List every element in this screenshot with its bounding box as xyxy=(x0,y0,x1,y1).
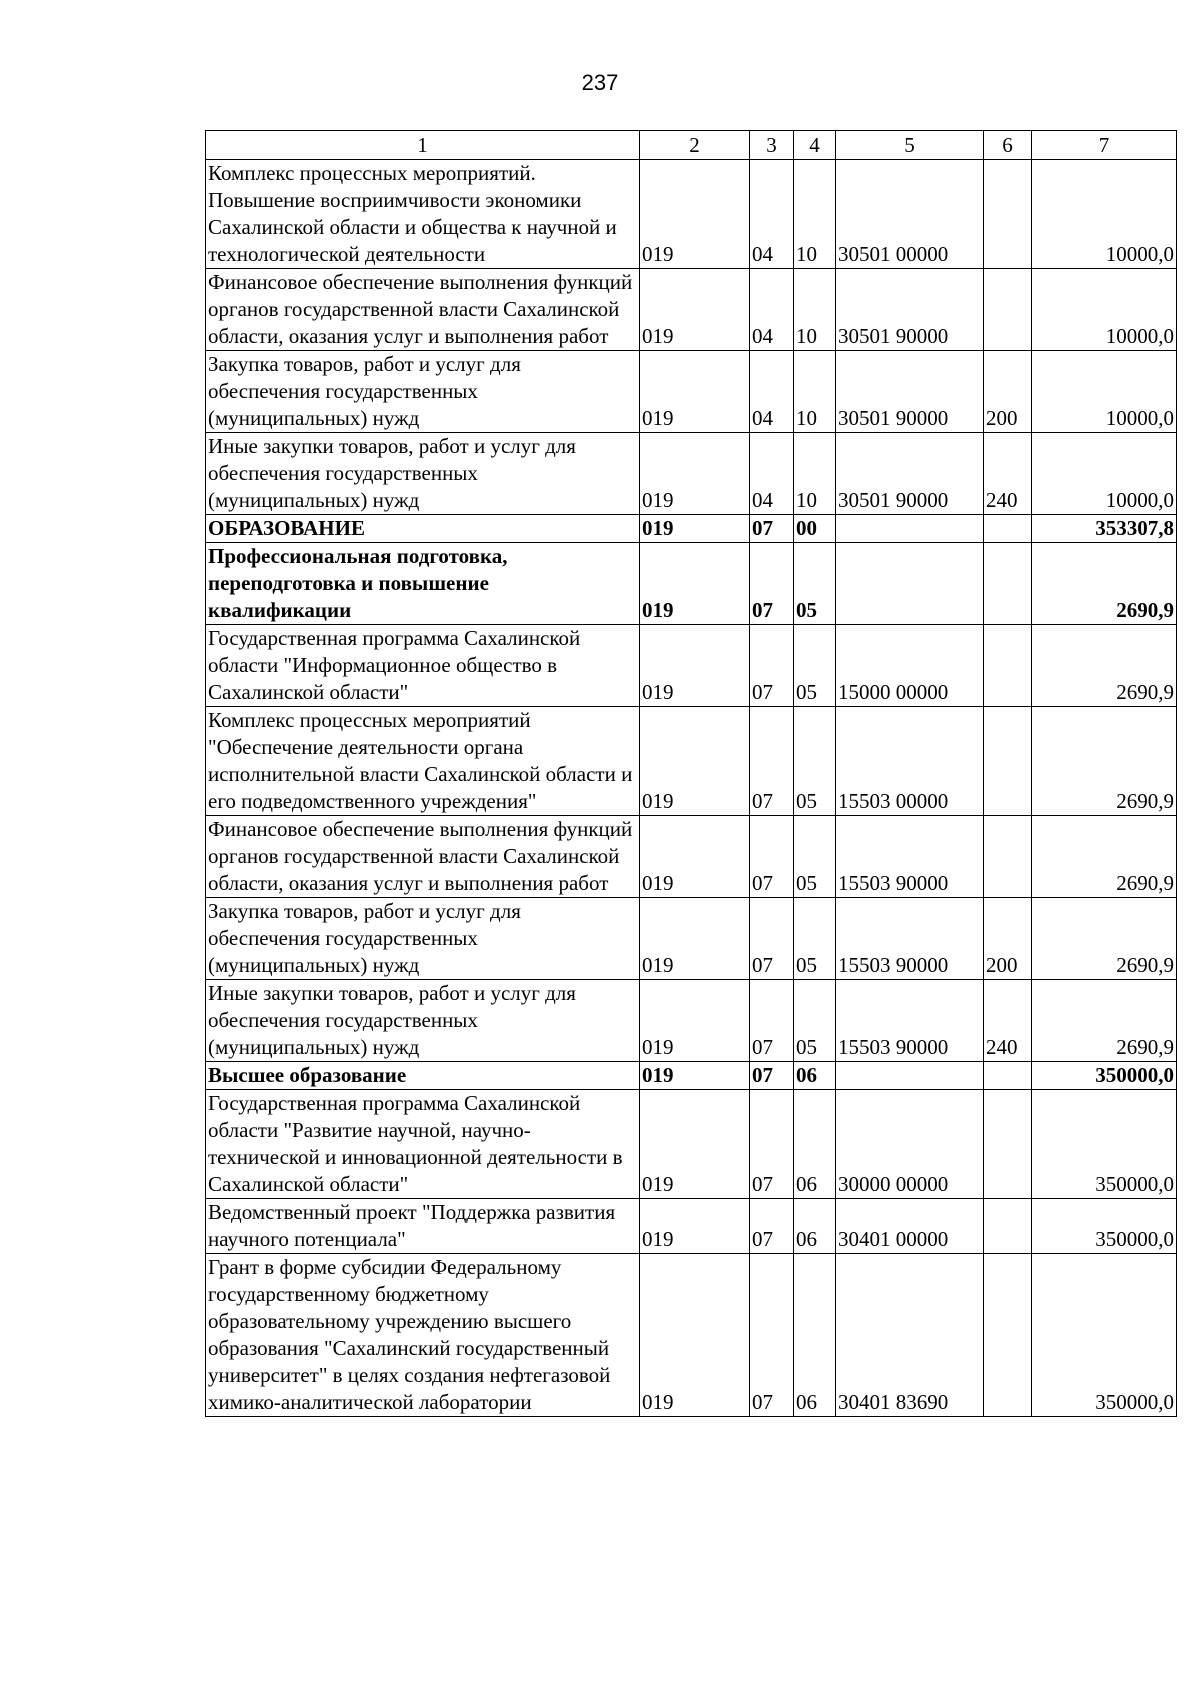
table-row xyxy=(206,1062,1177,1090)
section-code-cell: 07 xyxy=(750,543,794,625)
ministry-code-cell: 019 xyxy=(640,160,750,269)
subsection-code-cell: 10 xyxy=(794,351,836,433)
table-row xyxy=(206,980,1177,1062)
expense-type-cell xyxy=(984,269,1032,351)
subsection-code-cell: 05 xyxy=(794,543,836,625)
section-code-cell: 04 xyxy=(750,351,794,433)
table-row xyxy=(206,1254,1177,1417)
target-article-cell: 15503 90000 xyxy=(836,816,984,898)
row-name-cell: ОБРАЗОВАНИЕ xyxy=(206,515,640,543)
column-header: 3 xyxy=(750,131,794,160)
table-row xyxy=(206,1090,1177,1199)
table-row xyxy=(206,515,1177,543)
amount-cell: 2690,9 xyxy=(1032,980,1177,1062)
subsection-code-cell: 10 xyxy=(794,160,836,269)
amount-cell: 10000,0 xyxy=(1032,351,1177,433)
ministry-code-cell: 019 xyxy=(640,898,750,980)
amount-cell: 350000,0 xyxy=(1032,1254,1177,1417)
amount-cell: 2690,9 xyxy=(1032,707,1177,816)
table-row xyxy=(206,269,1177,351)
target-article-cell: 30000 00000 xyxy=(836,1090,984,1199)
row-name-cell: Грант в форме субсидии Федеральному государственному бюджетному образовательному учреждению высшего образования "Сахалинский государственный университет" в целях создания нефтегазовой химико-аналитической лаборатории xyxy=(206,1254,640,1417)
section-code-cell: 07 xyxy=(750,816,794,898)
target-article-cell xyxy=(836,515,984,543)
expense-type-cell xyxy=(984,816,1032,898)
ministry-code-cell: 019 xyxy=(640,433,750,515)
ministry-code-cell: 019 xyxy=(640,269,750,351)
subsection-code-cell: 10 xyxy=(794,269,836,351)
subsection-code-cell: 05 xyxy=(794,898,836,980)
row-name-cell: Высшее образование xyxy=(206,1062,640,1090)
target-article-cell: 30501 00000 xyxy=(836,160,984,269)
table-row xyxy=(206,1199,1177,1254)
expense-type-cell: 240 xyxy=(984,433,1032,515)
expense-type-cell xyxy=(984,515,1032,543)
ministry-code-cell: 019 xyxy=(640,816,750,898)
column-number-row xyxy=(206,131,1177,160)
amount-cell: 10000,0 xyxy=(1032,269,1177,351)
subsection-code-cell: 06 xyxy=(794,1254,836,1417)
section-code-cell: 04 xyxy=(750,269,794,351)
ministry-code-cell: 019 xyxy=(640,707,750,816)
column-header: 4 xyxy=(794,131,836,160)
table-row xyxy=(206,625,1177,707)
ministry-code-cell: 019 xyxy=(640,1062,750,1090)
row-name-cell: Финансовое обеспечение выполнения функций органов государственной власти Сахалинской области, оказания услуг и выполнения работ xyxy=(206,269,640,351)
table-row xyxy=(206,543,1177,625)
amount-cell: 10000,0 xyxy=(1032,433,1177,515)
ministry-code-cell: 019 xyxy=(640,980,750,1062)
ministry-code-cell: 019 xyxy=(640,1254,750,1417)
row-name-cell: Закупка товаров, работ и услуг для обеспечения государственных (муниципальных) нужд xyxy=(206,351,640,433)
page-number: 237 xyxy=(581,70,619,95)
expense-type-cell: 240 xyxy=(984,980,1032,1062)
section-code-cell: 07 xyxy=(750,898,794,980)
section-code-cell: 07 xyxy=(750,1254,794,1417)
target-article-cell xyxy=(836,1062,984,1090)
table-row xyxy=(206,816,1177,898)
target-article-cell: 15000 00000 xyxy=(836,625,984,707)
row-name-cell: Профессиональная подготовка, переподготовка и повышение квалификации xyxy=(206,543,640,625)
row-name-cell: Иные закупки товаров, работ и услуг для обеспечения государственных (муниципальных) нужд xyxy=(206,433,640,515)
expense-type-cell xyxy=(984,625,1032,707)
amount-cell: 10000,0 xyxy=(1032,160,1177,269)
section-code-cell: 07 xyxy=(750,707,794,816)
subsection-code-cell: 06 xyxy=(794,1199,836,1254)
subsection-code-cell: 10 xyxy=(794,433,836,515)
section-code-cell: 07 xyxy=(750,1090,794,1199)
ministry-code-cell: 019 xyxy=(640,543,750,625)
subsection-code-cell: 05 xyxy=(794,625,836,707)
amount-cell: 350000,0 xyxy=(1032,1199,1177,1254)
expense-type-cell xyxy=(984,1254,1032,1417)
amount-cell: 2690,9 xyxy=(1032,898,1177,980)
expense-type-cell: 200 xyxy=(984,351,1032,433)
subsection-code-cell: 05 xyxy=(794,980,836,1062)
target-article-cell: 15503 90000 xyxy=(836,980,984,1062)
section-code-cell: 07 xyxy=(750,515,794,543)
ministry-code-cell: 019 xyxy=(640,1199,750,1254)
table-row xyxy=(206,898,1177,980)
column-header: 6 xyxy=(984,131,1032,160)
expense-type-cell xyxy=(984,707,1032,816)
row-name-cell: Комплекс процессных мероприятий "Обеспечение деятельности органа исполнительной власти Сахалинской области и его подведомственного учреждения" xyxy=(206,707,640,816)
expense-type-cell xyxy=(984,1199,1032,1254)
row-name-cell: Государственная программа Сахалинской области "Информационное общество в Сахалинской области" xyxy=(206,625,640,707)
table-row xyxy=(206,433,1177,515)
target-article-cell xyxy=(836,543,984,625)
row-name-cell: Закупка товаров, работ и услуг для обеспечения государственных (муниципальных) нужд xyxy=(206,898,640,980)
column-header: 5 xyxy=(836,131,984,160)
amount-cell: 350000,0 xyxy=(1032,1090,1177,1199)
target-article-cell: 30401 83690 xyxy=(836,1254,984,1417)
subsection-code-cell: 05 xyxy=(794,707,836,816)
subsection-code-cell: 05 xyxy=(794,816,836,898)
section-code-cell: 07 xyxy=(750,980,794,1062)
subsection-code-cell: 06 xyxy=(794,1062,836,1090)
target-article-cell: 30501 90000 xyxy=(836,351,984,433)
ministry-code-cell: 019 xyxy=(640,625,750,707)
section-code-cell: 07 xyxy=(750,1199,794,1254)
target-article-cell: 15503 90000 xyxy=(836,898,984,980)
target-article-cell: 30501 90000 xyxy=(836,269,984,351)
expense-type-cell xyxy=(984,1090,1032,1199)
ministry-code-cell: 019 xyxy=(640,515,750,543)
row-name-cell: Иные закупки товаров, работ и услуг для обеспечения государственных (муниципальных) нужд xyxy=(206,980,640,1062)
section-code-cell: 04 xyxy=(750,160,794,269)
ministry-code-cell: 019 xyxy=(640,351,750,433)
target-article-cell: 30501 90000 xyxy=(836,433,984,515)
table-row xyxy=(206,160,1177,269)
table-row xyxy=(206,707,1177,816)
subsection-code-cell: 00 xyxy=(794,515,836,543)
amount-cell: 350000,0 xyxy=(1032,1062,1177,1090)
expense-type-cell xyxy=(984,160,1032,269)
amount-cell: 2690,9 xyxy=(1032,625,1177,707)
row-name-cell: Ведомственный проект "Поддержка развития научного потенциала" xyxy=(206,1199,640,1254)
section-code-cell: 07 xyxy=(750,1062,794,1090)
subsection-code-cell: 06 xyxy=(794,1090,836,1199)
section-code-cell: 04 xyxy=(750,433,794,515)
expense-type-cell xyxy=(984,1062,1032,1090)
amount-cell: 353307,8 xyxy=(1032,515,1177,543)
row-name-cell: Финансовое обеспечение выполнения функций органов государственной власти Сахалинской области, оказания услуг и выполнения работ xyxy=(206,816,640,898)
amount-cell: 2690,9 xyxy=(1032,816,1177,898)
expense-type-cell: 200 xyxy=(984,898,1032,980)
expense-type-cell xyxy=(984,543,1032,625)
row-name-cell: Комплекс процессных мероприятий. Повышение восприимчивости экономики Сахалинской области и общества к научной и технологической деятельности xyxy=(206,160,640,269)
target-article-cell: 30401 00000 xyxy=(836,1199,984,1254)
column-header: 1 xyxy=(206,131,640,160)
target-article-cell: 15503 00000 xyxy=(836,707,984,816)
column-header: 7 xyxy=(1032,131,1177,160)
row-name-cell: Государственная программа Сахалинской области "Развитие научной, научно-технической и инновационной деятельности в Сахалинской области" xyxy=(206,1090,640,1199)
section-code-cell: 07 xyxy=(750,625,794,707)
amount-cell: 2690,9 xyxy=(1032,543,1177,625)
ministry-code-cell: 019 xyxy=(640,1090,750,1199)
column-header: 2 xyxy=(640,131,750,160)
table-row xyxy=(206,351,1177,433)
budget-table xyxy=(205,130,1177,1417)
